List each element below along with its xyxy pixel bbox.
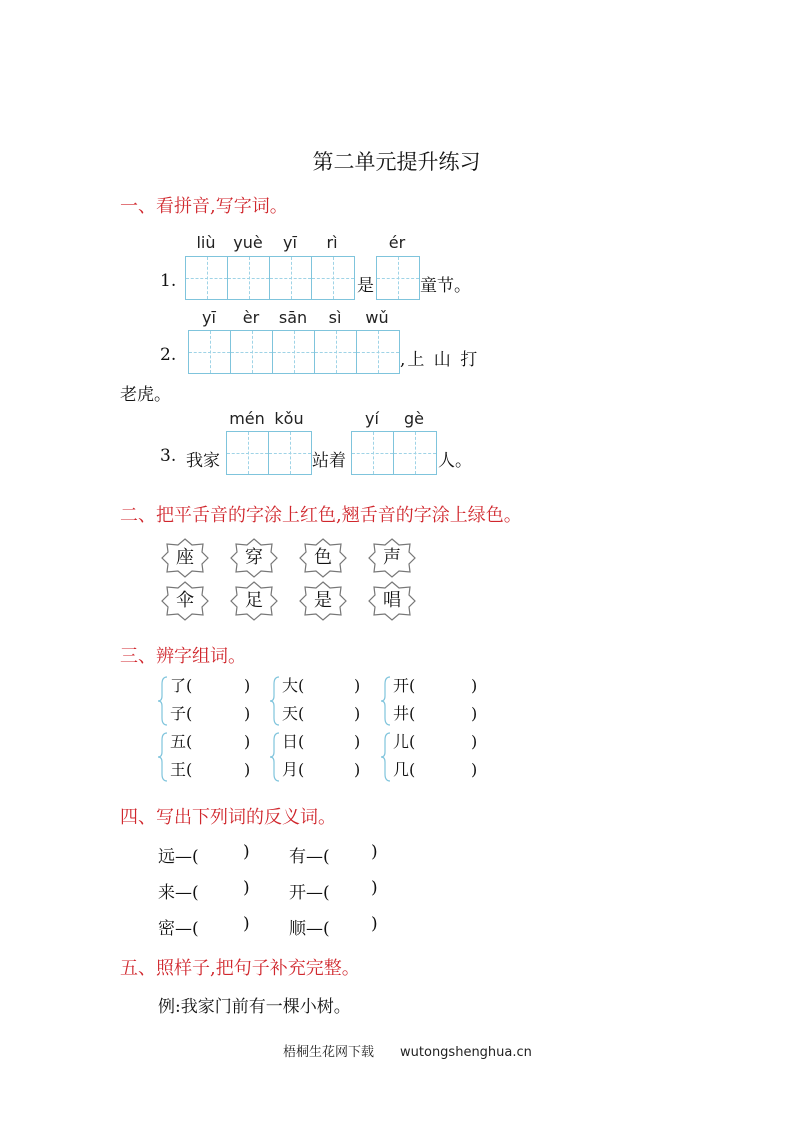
- star-character-tile[interactable]: [368, 581, 416, 621]
- brace-icon: [381, 676, 391, 726]
- antonym-item[interactable]: 顺—( ): [289, 914, 378, 939]
- pinyin: rì: [326, 233, 338, 252]
- brace-icon: [381, 732, 391, 782]
- q3-number: 3.: [160, 446, 177, 466]
- character: 伞: [176, 590, 194, 611]
- q1-number: 1.: [160, 271, 177, 291]
- q3-pre-text: 我家: [186, 451, 220, 471]
- star-character-tile[interactable]: [299, 538, 347, 578]
- brace-icon: [158, 676, 168, 726]
- q1-mid-text: 是: [357, 276, 374, 296]
- pinyin: gè: [404, 409, 424, 428]
- star-character-tile[interactable]: [161, 581, 209, 621]
- q1-end-text: 童节。: [420, 276, 471, 296]
- q2-writing-grid[interactable]: [188, 330, 400, 374]
- pinyin: yī: [202, 308, 216, 327]
- pair-item[interactable]: 日( ): [282, 732, 361, 751]
- pinyin: èr: [242, 308, 260, 327]
- section-3-heading: 三、辨字组词。: [120, 646, 246, 667]
- pair-item[interactable]: 井( ): [393, 704, 478, 723]
- pair-item[interactable]: 天( ): [282, 704, 361, 723]
- antonym-item[interactable]: 远—( ): [158, 842, 250, 867]
- character: 是: [314, 590, 332, 611]
- q1-writing-grid-b[interactable]: [376, 256, 420, 300]
- pinyin: yuè: [233, 233, 263, 252]
- q3-pinyin-b: [351, 409, 435, 428]
- q2-wrap-text: 老虎。: [120, 385, 171, 405]
- pair-item[interactable]: 月( ): [282, 760, 361, 779]
- pair-item[interactable]: 了( ): [170, 676, 251, 695]
- antonym-item[interactable]: 来—( ): [158, 878, 250, 903]
- footer-url[interactable]: wutongshenghua.cn: [400, 1045, 532, 1060]
- pinyin: sān: [278, 308, 308, 327]
- star-character-tile[interactable]: [230, 581, 278, 621]
- section-4-heading: 四、写出下列词的反义词。: [120, 807, 336, 828]
- q3-mid-text: 站着: [312, 451, 346, 471]
- section-2-heading: 二、把平舌音的字涂上红色,翘舌音的字涂上绿色。: [120, 505, 522, 526]
- section-1-heading: 一、看拼音,写字词。: [120, 196, 288, 217]
- example-sentence: 例:我家门前有一棵小树。: [158, 997, 351, 1017]
- pair-item[interactable]: 王( ): [170, 760, 251, 779]
- pinyin: kǒu: [274, 409, 304, 428]
- pinyin: sì: [328, 308, 342, 327]
- star-character-tile[interactable]: [161, 538, 209, 578]
- brace-icon: [158, 732, 168, 782]
- star-character-tile[interactable]: [230, 538, 278, 578]
- q2-number: 2.: [160, 345, 177, 365]
- star-character-tile[interactable]: [368, 538, 416, 578]
- character: 足: [245, 590, 263, 611]
- character: 穿: [245, 547, 263, 568]
- pair-item[interactable]: 儿( ): [393, 732, 478, 751]
- character: 唱: [383, 590, 401, 611]
- antonym-item[interactable]: 有—( ): [289, 842, 378, 867]
- q3-end-text: 人。: [438, 451, 472, 471]
- q3-writing-grid-b[interactable]: [351, 431, 437, 475]
- q1-pinyin-a: [185, 233, 353, 252]
- q2-tail-text: ,上 山 打: [400, 350, 480, 370]
- pair-item[interactable]: 几( ): [393, 760, 478, 779]
- pair-item[interactable]: 开( ): [393, 676, 478, 695]
- brace-icon: [270, 676, 280, 726]
- antonym-item[interactable]: 密—( ): [158, 914, 250, 939]
- pinyin: liù: [196, 233, 216, 252]
- page-title: 第二单元提升练习: [312, 150, 481, 174]
- footer: [283, 1041, 532, 1060]
- q3-pinyin-a: [226, 409, 310, 428]
- pair-item[interactable]: 五( ): [170, 732, 251, 751]
- brace-icon: [270, 732, 280, 782]
- pinyin: mén: [229, 409, 265, 428]
- pinyin: yī: [283, 233, 297, 252]
- q3-writing-grid-a[interactable]: [226, 431, 312, 475]
- antonym-item[interactable]: 开—( ): [289, 878, 378, 903]
- character: 声: [383, 547, 401, 568]
- character: 座: [176, 547, 194, 568]
- star-character-tile[interactable]: [299, 581, 347, 621]
- character: 色: [314, 547, 332, 568]
- section-5-heading: 五、照样子,把句子补充完整。: [120, 958, 360, 979]
- pair-item[interactable]: 大( ): [282, 676, 361, 695]
- pinyin: wǔ: [365, 308, 389, 327]
- q2-pinyin: [188, 308, 398, 327]
- pair-item[interactable]: 子( ): [170, 704, 251, 723]
- footer-site-name: 梧桐生花网下载: [283, 1045, 375, 1060]
- pinyin: yí: [365, 409, 379, 428]
- q1-writing-grid-a[interactable]: [185, 256, 355, 300]
- pinyin: ér: [388, 233, 406, 252]
